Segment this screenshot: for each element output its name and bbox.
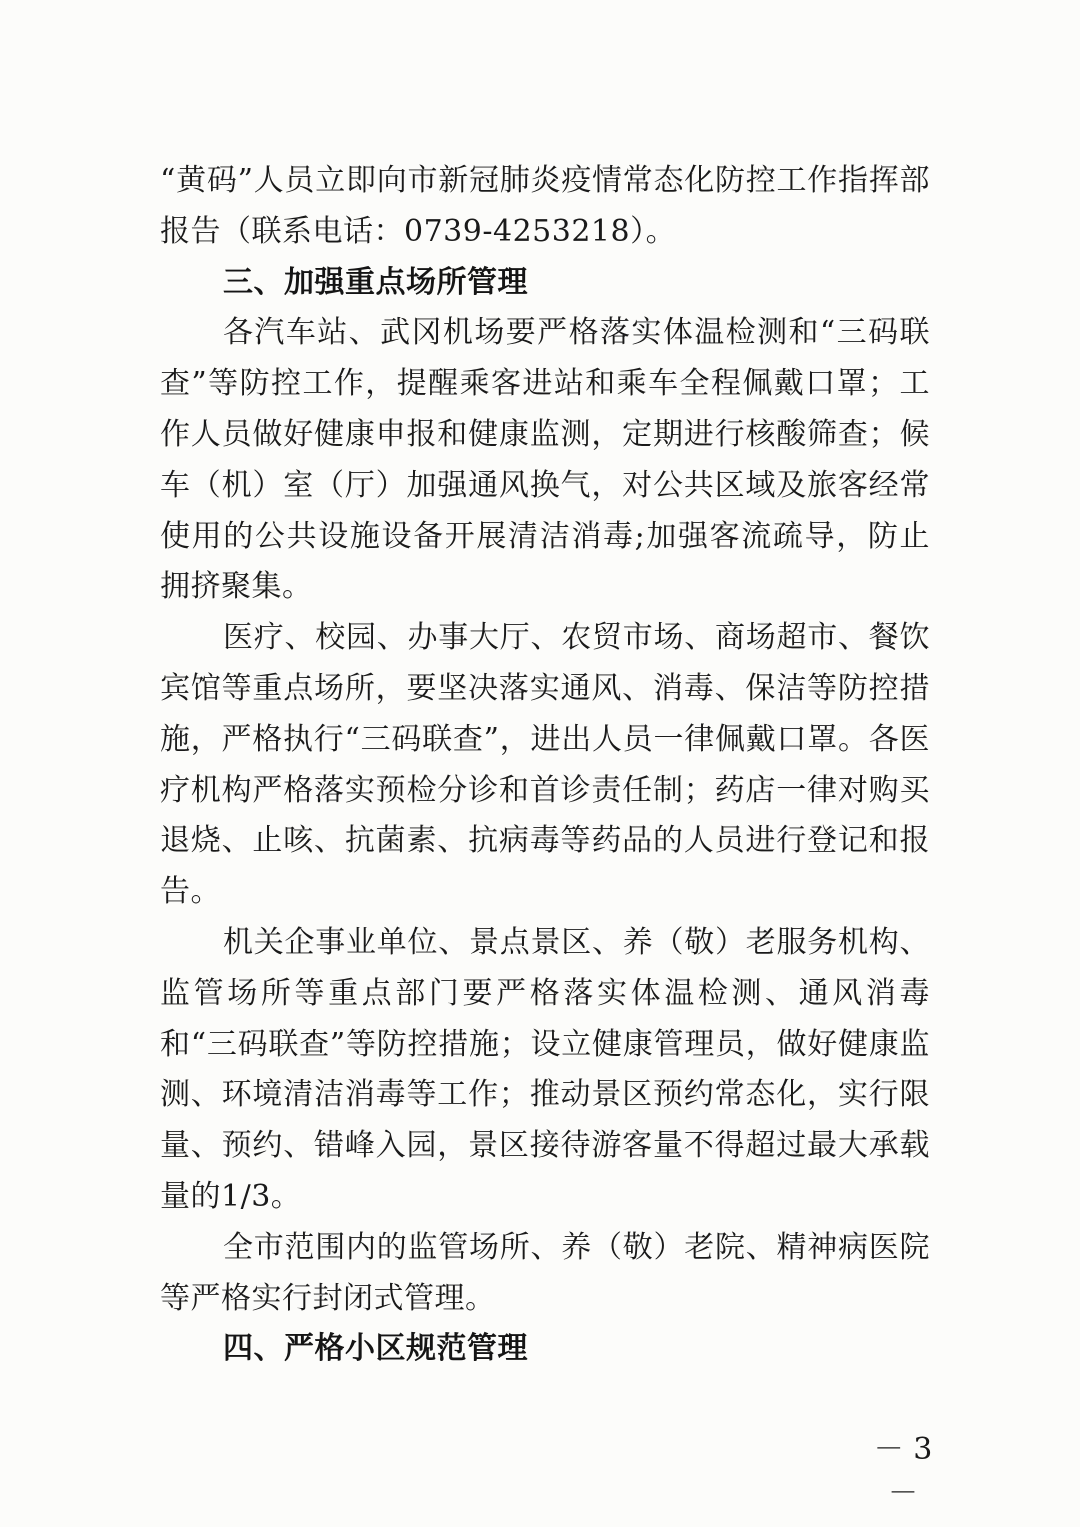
paragraph-key-venues: 医疗、校园、办事大厅、农贸市场、商场超市、餐饮宾馆等重点场所，要坚决落实通风、消毒、保洁等防控措施，严格执行“三码联查”，进出人员一律佩戴口罩。各医疗机构严格落实预检分诊和首诊责任制；药店一律对购买退烧、止咳、抗菌素、抗病毒等药品的人员进行登记和报告。 (160, 620, 930, 910)
continuation-paragraph: “黄码”人员立即向市新冠肺炎疫情常态化防控工作指挥部报告（联系电话：0739-4253218）。 (160, 163, 930, 249)
section-heading-4: 四、严格小区规范管理 (223, 1331, 528, 1367)
section-heading-3: 三、加强重点场所管理 (223, 264, 528, 300)
paragraph-closed-management: 全市范围内的监管场所、养（敬）老院、精神病医院等严格实行封闭式管理。 (160, 1229, 930, 1316)
paragraph-transport-hubs: 各汽车站、武冈机场要严格落实体温检测和“三码联查”等防控工作，提醒乘客进站和乘车全程佩戴口罩；工作人员做好健康申报和健康监测，定期进行核酸筛查；候车（机）室（厅）加强通风换气，对公共区域及旅客经常使用的公共设施设备开展清洁消毒;加强客流疏导，防止拥挤聚集。 (160, 315, 930, 605)
page-number: － 3 － (873, 1432, 933, 1511)
paragraph-key-departments: 机关企事业单位、景点景区、养（敬）老服务机构、监管场所等重点部门要严格落实体温检测、通风消毒和“三码联查”等防控措施；设立健康管理员，做好健康监测、环境清洁消毒等工作；推动景区预约常态化，实行限量、预约、错峰入园，景区接待游客量不得超过最大承载量的1/3。 (160, 924, 930, 1214)
document-body (160, 156, 930, 1375)
